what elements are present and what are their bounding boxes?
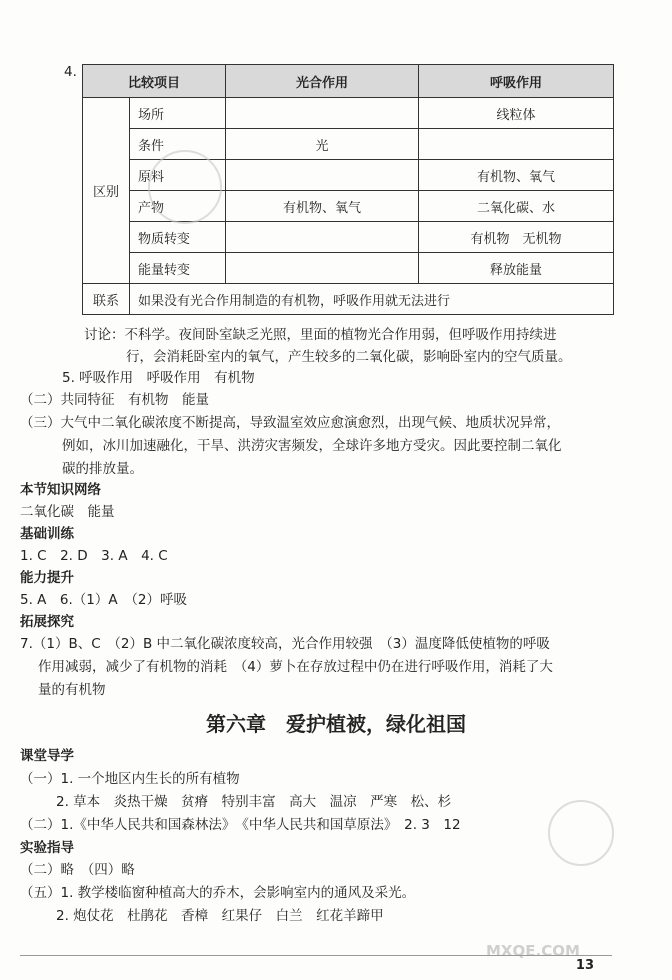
table-row [83, 98, 614, 129]
cell-photo [226, 98, 419, 129]
cell-resp [419, 129, 614, 160]
row-item: 原料 [130, 160, 226, 191]
answer-line: （二）共同特征 有机物 能量 [20, 392, 209, 408]
row-item: 能量转变 [130, 253, 226, 284]
answer-line: 1. C 2. D 3. A 4. C [20, 548, 168, 564]
cell-photo: 光 [226, 129, 419, 160]
discussion-line: 讨论：不科学。夜间卧室缺乏光照，里面的植物光合作用弱，但呼吸作用持续进 [84, 327, 557, 343]
section-heading: 本节知识网络 [20, 482, 101, 498]
link-text: 如果没有光合作用制造的有机物，呼吸作用就无法进行 [130, 284, 614, 315]
table-row [83, 129, 614, 160]
section-heading: 课堂导学 [20, 748, 74, 764]
cell-photo [226, 160, 419, 191]
answer-line: （三）大气中二氧化碳浓度不断提高，导致温室效应愈演愈烈，出现气候、地质状况异常， [20, 415, 560, 431]
footer-divider [20, 955, 612, 956]
table-row-link [83, 284, 614, 315]
answer-line: 5. A 6.（1）A （2）呼吸 [20, 592, 187, 608]
table-header-row [83, 65, 614, 98]
item-number: 4. [64, 64, 77, 80]
header-cell: 呼吸作用 [419, 65, 614, 98]
cell-resp: 线粒体 [419, 98, 614, 129]
row-item: 条件 [130, 129, 226, 160]
page-number: 13 [575, 958, 594, 973]
answer-line: （二）1.《中华人民共和国森林法》 《中华人民共和国草原法》 2. 3 12 [20, 817, 461, 833]
cell-resp: 释放能量 [419, 253, 614, 284]
cell-photo: 有机物、氧气 [226, 191, 419, 222]
answer-line: 作用减弱，减少了有机物的消耗 （4）萝卜在存放过程中仍在进行呼吸作用，消耗了大 [38, 659, 553, 675]
table-row [83, 222, 614, 253]
answer-line: （五）1. 教学楼临窗种植高大的乔木，会影响室内的通风及采光。 [20, 885, 416, 901]
header-cell: 光合作用 [226, 65, 419, 98]
discussion-line: 行，会消耗卧室内的氧气，产生较多的二氧化碳，影响卧室内的空气质量。 [126, 349, 572, 365]
answer-line: （一）1. 一个地区内生长的所有植物 [20, 771, 240, 787]
section-heading: 拓展探究 [20, 614, 74, 630]
answer-line: 2. 草本 炎热干燥 贫瘠 特别丰富 高大 温凉 严寒 松、杉 [56, 794, 452, 810]
answer-line: 例如，冰川加速融化，干旱、洪涝灾害频发，全球许多地方受灾。因此要控制二氧化 [62, 438, 562, 454]
answer-line: （二）略 （四）略 [20, 862, 135, 878]
cell-photo [226, 253, 419, 284]
answer-line: 量的有机物 [38, 682, 106, 698]
watermark-logo-icon [548, 800, 614, 866]
row-item: 物质转变 [130, 222, 226, 253]
watermark-text: MXQE.COM [486, 942, 580, 960]
section-heading: 基础训练 [20, 526, 74, 542]
answer-line: 二氧化碳 能量 [20, 504, 115, 520]
cell-resp: 二氧化碳、水 [419, 191, 614, 222]
table-row [83, 253, 614, 284]
section-heading: 能力提升 [20, 570, 74, 586]
watermark-logo-icon [148, 150, 222, 224]
cell-resp: 有机物、氧气 [419, 160, 614, 191]
header-cell: 比较项目 [83, 65, 226, 98]
cell-resp: 有机物 无机物 [419, 222, 614, 253]
link-label: 联系 [83, 284, 130, 315]
row-item: 场所 [130, 98, 226, 129]
answer-line: 7.（1）B、C （2）B 中二氧化碳浓度较高，光合作用较强 （3）温度降低使植物的呼吸 [20, 636, 550, 652]
answer-line: 碳的排放量。 [62, 461, 143, 477]
row-item: 产物 [130, 191, 226, 222]
chapter-title: 第六章 爱护植被，绿化祖国 [206, 712, 466, 736]
answer-line: 5. 呼吸作用 呼吸作用 有机物 [62, 370, 255, 386]
group-label: 区别 [83, 98, 130, 284]
cell-photo [226, 222, 419, 253]
answer-line: 2. 炮仗花 杜鹃花 香樟 红果仔 白兰 红花羊蹄甲 [56, 908, 384, 924]
section-heading: 实验指导 [20, 840, 74, 856]
